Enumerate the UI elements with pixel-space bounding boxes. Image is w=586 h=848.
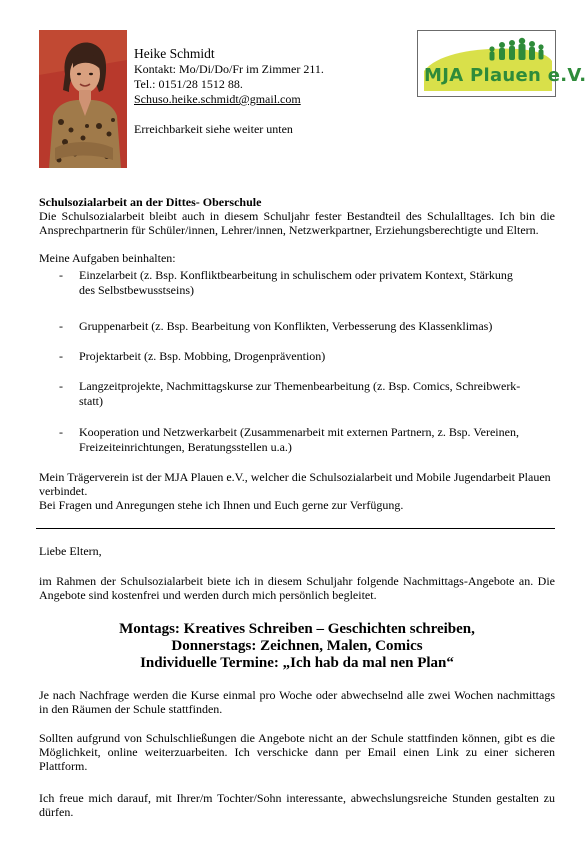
list-dash: - (59, 319, 63, 333)
list-item-line: Projektarbeit (z. Bsp. Mobbing, Drogenprävention) (79, 349, 326, 363)
contact-phone: Tel.: 0151/28 1512 88. (134, 77, 243, 91)
outro-sponsor: Mein Trägerverein ist der MJA Plauen e.V., welcher die Schulsozialarbeit und Mobile Jugendarbeit Plauen verbindet. (39, 470, 551, 498)
portrait-photo (39, 30, 127, 168)
list-item-line: Langzeitprojekte, Nachmittagskurse zur Themenbearbeitung (z. Bsp. Comics, Schreibwerk- (79, 379, 521, 393)
portrait-illustration (39, 30, 127, 168)
offer-individual: Individuelle Termine: „Ich hab da mal nen Plan“ (140, 655, 454, 671)
list-item-line: Kooperation und Netzwerkarbeit (Zusammenarbeit mit externen Partnern, z. Bsp. Vereinen, (79, 425, 519, 439)
list-item-line: statt) (79, 394, 103, 408)
outro-contact: Bei Fragen und Anregungen stehe ich Ihnen und Euch gerne zur Verfügung. (39, 498, 404, 512)
letter-intro: im Rahmen der Schulsozialarbeit biete ich in diesem Schuljahr folgende Nachmittags-Angebote an. Die Angebote sind kostenfrei und werden durch mich persönlich begleitet. (39, 574, 555, 602)
mja-plauen-logo (417, 30, 586, 97)
letter-paragraph: Ich freue mich darauf, mit Ihrer/m Tochter/Sohn interessante, abwechslungsreiche Stunden gestalten zu dürfen. (39, 791, 555, 819)
letter-salutation: Liebe Eltern, (39, 544, 102, 558)
divider (36, 528, 555, 529)
list-dash: - (59, 268, 63, 282)
offer-thursday: Donnerstags: Zeichnen, Malen, Comics (171, 638, 423, 654)
list-item-line: Freizeiteinrichtungen, Beratungsstellen u.a.) (79, 440, 292, 454)
tasks-label: Meine Aufgaben beinhalten: (39, 251, 176, 265)
section-heading: Schulsozialarbeit an der Dittes- Oberschule (39, 195, 262, 209)
contact-hours: Kontakt: Mo/Di/Do/Fr im Zimmer 211. (134, 62, 324, 76)
list-dash: - (59, 379, 63, 393)
contact-block (134, 45, 324, 137)
contact-name: Heike Schmidt (134, 46, 215, 61)
list-dash: - (59, 349, 63, 363)
offer-monday: Montags: Kreatives Schreiben – Geschichten schreiben, (119, 621, 475, 637)
reachability-note: Erreichbarkeit siehe weiter unten (134, 122, 293, 136)
list-item-line: Einzelarbeit (z. Bsp. Konfliktbearbeitung in schulischem oder privatem Kontext, Stärkung (79, 268, 513, 282)
list-item-line: Gruppenarbeit (z. Bsp. Bearbeitung von Konflikten, Verbesserung des Klassenklimas) (79, 319, 493, 333)
logo-text: MJA Plauen e.V. (424, 65, 586, 86)
letter-paragraph: Je nach Nachfrage werden die Kurse einmal pro Woche oder abwechselnd alle zwei Wochen nachmittags in den Räumen der Schule stattfinden. (39, 688, 555, 716)
letter-paragraph: Sollten aufgrund von Schulschließungen die Angebote nicht an der Schule stattfinden können, gibt es die Möglichkeit, online weiterzuarbeiten. Ich verschicke dann per Email einen Link zu einer sicheren Plattform. (39, 731, 555, 773)
contact-email-link[interactable]: Schuso.heike.schmidt@gmail.com (134, 92, 301, 106)
section-intro: Die Schulsozialarbeit bleibt auch in diesem Schuljahr fester Bestandteil des Schulalltages. Ich bin die Ansprechpartnerin für Schüler/innen, Lehrer/innen, Netzwerkpartner, Erziehungsberechtigte und Eltern. (39, 209, 555, 237)
list-item-line: des Selbstbewusstseins) (79, 283, 194, 297)
list-dash: - (59, 425, 63, 439)
